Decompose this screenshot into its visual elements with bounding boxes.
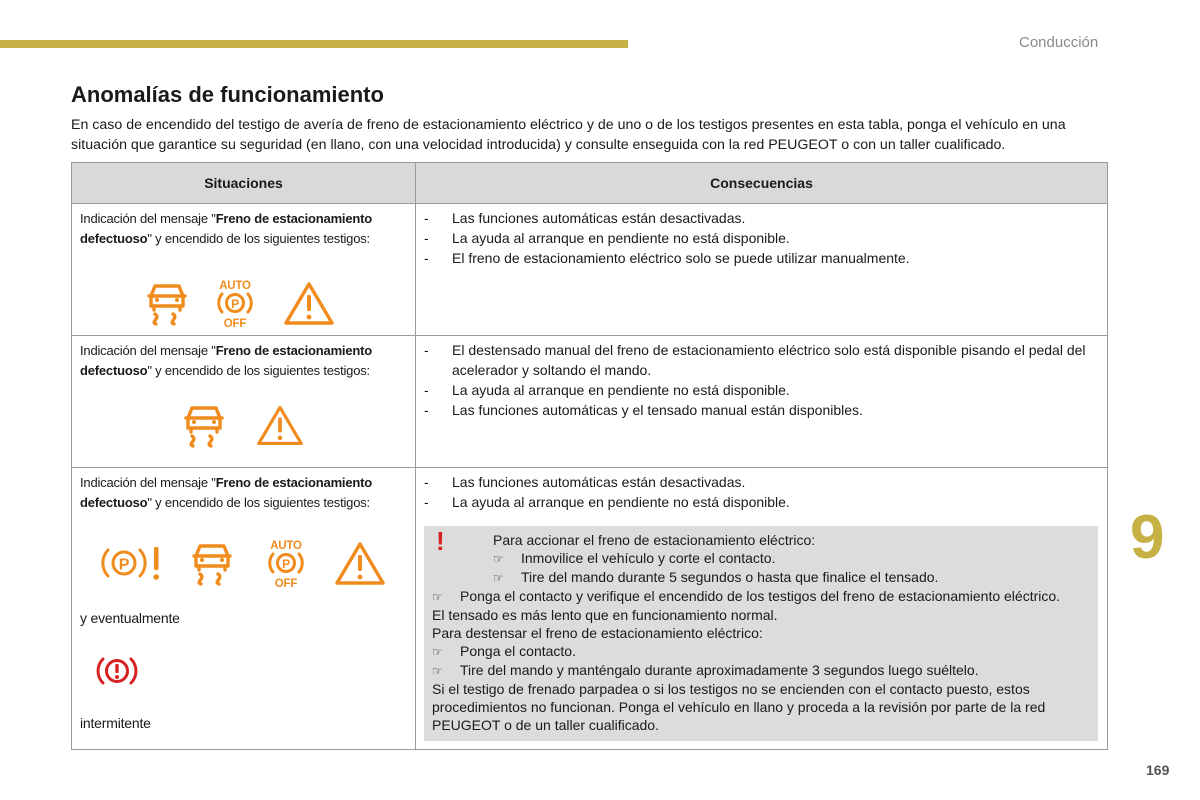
section-title: Anomalías de funcionamiento xyxy=(71,82,384,107)
brake-warning-icon xyxy=(96,654,138,688)
chapter-accent-bar xyxy=(0,40,628,48)
eventually-label: y eventualmente xyxy=(80,610,180,626)
page-number: 169 xyxy=(1146,762,1170,778)
list-item: - Las funciones automáticas y el tensado manual están disponibles. xyxy=(424,402,863,418)
table-row xyxy=(72,336,1108,468)
list-item: - Las funciones automáticas están desactivadas. xyxy=(424,474,746,490)
svg-text:P: P xyxy=(231,297,239,311)
svg-text:AUTO: AUTO xyxy=(270,540,302,552)
consequence-cell xyxy=(416,336,1108,468)
message-name: Freno de estacionamiento defectuoso xyxy=(80,475,372,510)
auto-p-off-icon xyxy=(213,278,257,328)
list-item: - Las funciones automáticas están desactivadas. xyxy=(424,210,746,226)
note-step: ☞ Ponga el contacto y verifique el encendido de los testigos del freno de estacionamiento eléctrico. xyxy=(432,588,1061,604)
auto-p-off-icon xyxy=(264,538,308,588)
message-name: Freno de estacionamiento defectuoso xyxy=(80,211,372,246)
chapter-title: Conducción xyxy=(1019,34,1099,51)
note-text: Para destensar el freno de estacionamiento eléctrico: xyxy=(432,625,763,641)
header-situations: Situaciones xyxy=(72,163,416,204)
warning-triangle-icon xyxy=(283,280,335,326)
svg-text:OFF: OFF xyxy=(274,578,298,588)
list-item: - El freno de estacionamiento eléctrico solo se puede utilizar manualmente. xyxy=(424,250,910,266)
skid-icon xyxy=(190,540,234,586)
list-item: - La ayuda al arranque en pendiente no está disponible. xyxy=(424,230,790,246)
situation-cell xyxy=(72,336,416,468)
table-row xyxy=(72,204,1108,336)
consequence-cell xyxy=(416,468,1108,750)
pointing-hand-icon: ☞ xyxy=(432,590,443,604)
pointing-hand-icon: ☞ xyxy=(493,571,504,585)
warning-triangle-icon xyxy=(334,540,386,586)
exclamation-icon: ! xyxy=(436,526,445,556)
svg-text:AUTO: AUTO xyxy=(219,280,251,292)
note-step: ☞ Tire del mando y manténgalo durante aproximadamente 3 segundos luego suéltelo. xyxy=(432,662,979,678)
note-substep: ☞ Inmovilice el vehículo y corte el contacto. xyxy=(493,550,776,566)
svg-text:P: P xyxy=(282,557,290,571)
note-substep: ☞ Tire del mando durante 5 segundos o hasta que finalice el tensado. xyxy=(493,569,939,585)
situation-cell xyxy=(72,468,416,750)
chapter-number: 9 xyxy=(1130,503,1165,572)
note-step: ☞ Ponga el contacto. xyxy=(432,643,576,659)
skid-icon xyxy=(182,402,226,448)
pointing-hand-icon: ☞ xyxy=(432,645,443,659)
table-header-row xyxy=(72,163,1108,204)
consequence-cell xyxy=(416,204,1108,336)
flashing-label: intermitente xyxy=(80,715,151,731)
note-text: Si el testigo de frenado parpadea o si los testigos no se encienden con el contacto puesto, estos procedimientos no funcionan. Ponga el vehículo en llano y proceda a la revisión por parte de la red PEUGEOT o de un taller cualificado. xyxy=(432,681,1046,733)
warning-note xyxy=(424,526,1098,741)
anomalies-table xyxy=(71,162,1108,750)
situation-text: " y encendido de los siguientes testigos: xyxy=(147,495,370,510)
svg-text:P: P xyxy=(118,556,130,574)
situation-text: " y encendido de los siguientes testigos: xyxy=(147,363,370,378)
situation-text: Indicación del mensaje " xyxy=(80,343,216,358)
header-consequences: Consecuencias xyxy=(416,163,1108,204)
warning-triangle-icon xyxy=(256,403,304,447)
skid-icon xyxy=(145,280,189,326)
situation-cell xyxy=(72,204,416,336)
note-text: El tensado es más lento que en funcionamiento normal. xyxy=(432,607,778,623)
situation-text: " y encendido de los siguientes testigos: xyxy=(147,231,370,246)
note-intro: Para accionar el freno de estacionamiento eléctrico: xyxy=(493,532,816,548)
list-item: - La ayuda al arranque en pendiente no está disponible. xyxy=(424,494,790,510)
list-item: - El destensado manual del freno de estacionamiento eléctrico solo está disponible pisando el pedal del acelerador y soltando el mando. xyxy=(424,342,1086,378)
message-name: Freno de estacionamiento defectuoso xyxy=(80,343,372,378)
parking-fault-icon xyxy=(100,541,164,585)
svg-text:OFF: OFF xyxy=(223,318,247,328)
pointing-hand-icon: ☞ xyxy=(493,552,504,566)
situation-text: Indicación del mensaje " xyxy=(80,475,216,490)
section-intro: En caso de encendido del testigo de avería de freno de estacionamiento eléctrico y de uno o de los testigos presentes en esta tabla, ponga el vehículo en una situación que garantice su seguridad (en llano, con una velocidad introducida) y consulte enseguida con la red PEUGEOT o con un taller cualificado. xyxy=(71,117,1066,153)
table-row xyxy=(72,468,1108,750)
list-item: - La ayuda al arranque en pendiente no está disponible. xyxy=(424,382,790,398)
pointing-hand-icon: ☞ xyxy=(432,664,443,678)
situation-text: Indicación del mensaje " xyxy=(80,211,216,226)
